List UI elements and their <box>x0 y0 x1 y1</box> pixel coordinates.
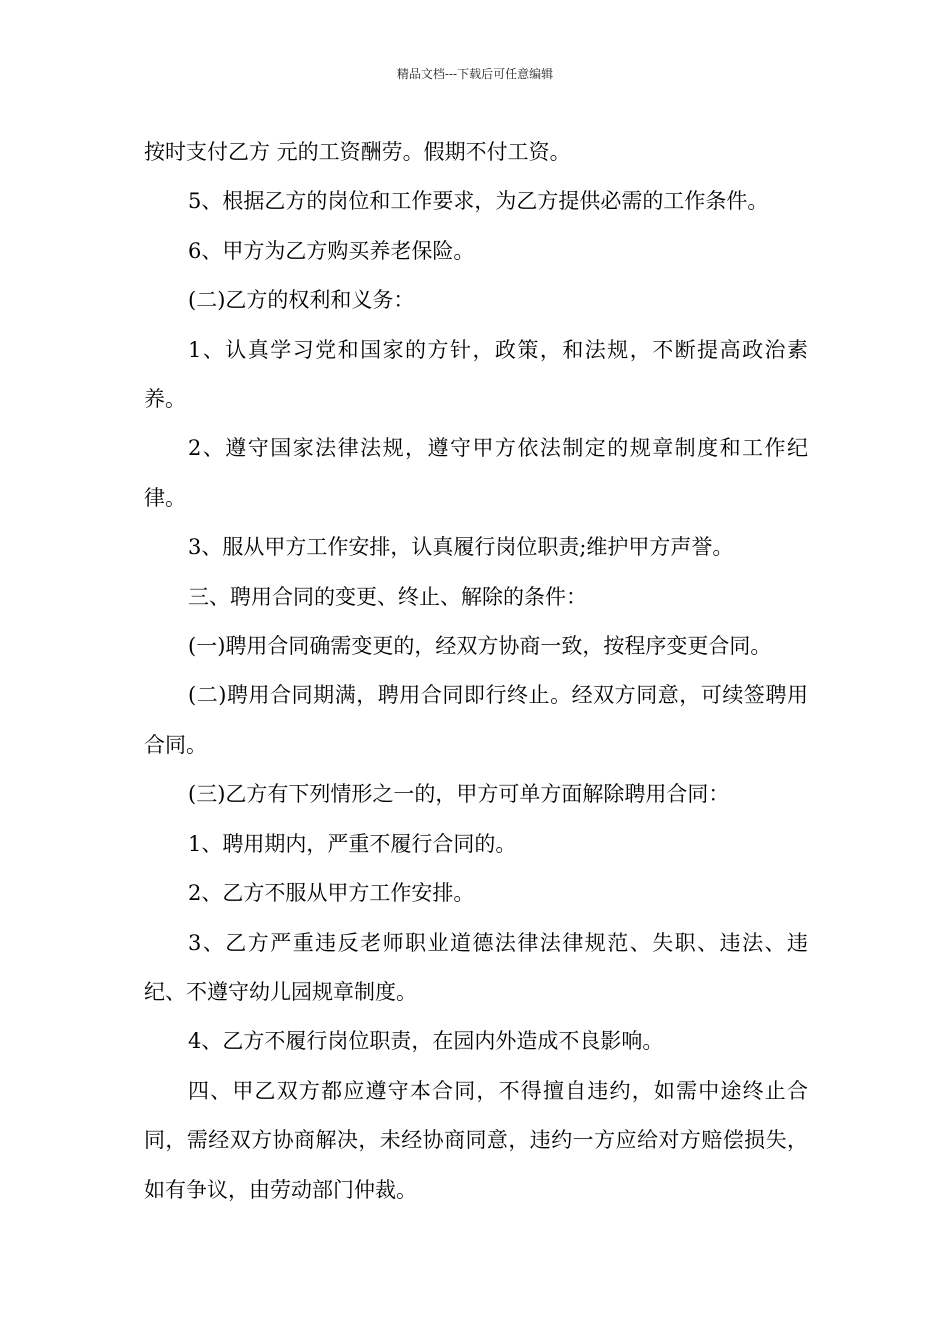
paragraph: 1、认真学习党和国家的方针，政策，和法规，不断提高政治素养。 <box>144 337 808 412</box>
document-body <box>144 128 808 1215</box>
paragraph: (三)乙方有下列情形之一的，甲方可单方面解除聘用合同： <box>188 782 730 807</box>
section-heading: (二)乙方的权利和义务： <box>188 288 415 313</box>
paragraph: 4、乙方不履行岗位职责，在园内外造成不良影响。 <box>188 1029 664 1054</box>
paragraph: 5、根据乙方的岗位和工作要求，为乙方提供必需的工作条件。 <box>188 189 769 214</box>
paragraph: (一)聘用合同确需变更的，经双方协商一致，按程序变更合同。 <box>188 634 772 659</box>
section-heading: 四、甲乙双方都应遵守本合同，不得擅自违约，如需中途终止合同，需经双方协商解决，未经协商同意，违约一方应给对方赔偿损失，如有争议，由劳动部门仲裁。 <box>144 1078 808 1202</box>
paragraph: (二)聘用合同期满，聘用合同即行终止。经双方同意，可续签聘用合同。 <box>144 683 808 757</box>
paragraph: 6、甲方为乙方购买养老保险。 <box>188 238 475 263</box>
paragraph: 2、乙方不服从甲方工作安排。 <box>188 881 475 906</box>
paragraph: 按时支付乙方 元的工资酬劳。假期不付工资。 <box>144 140 571 164</box>
paragraph: 1、聘用期内，严重不履行合同的。 <box>188 831 517 856</box>
page-header: 精品文档---下载后可任意编辑 <box>396 67 554 81</box>
paragraph: 3、乙方严重违反老师职业道德法律法律规范、失职、违法、违纪、不遵守幼儿园规章制度。 <box>144 930 808 1004</box>
paragraph: 3、服从甲方工作安排，认真履行岗位职责;维护甲方声誉。 <box>188 535 734 560</box>
paragraph: 2、遵守国家法律法规，遵守甲方依法制定的规章制度和工作纪律。 <box>144 436 808 510</box>
section-heading: 三、聘用合同的变更、终止、解除的条件： <box>188 584 587 609</box>
